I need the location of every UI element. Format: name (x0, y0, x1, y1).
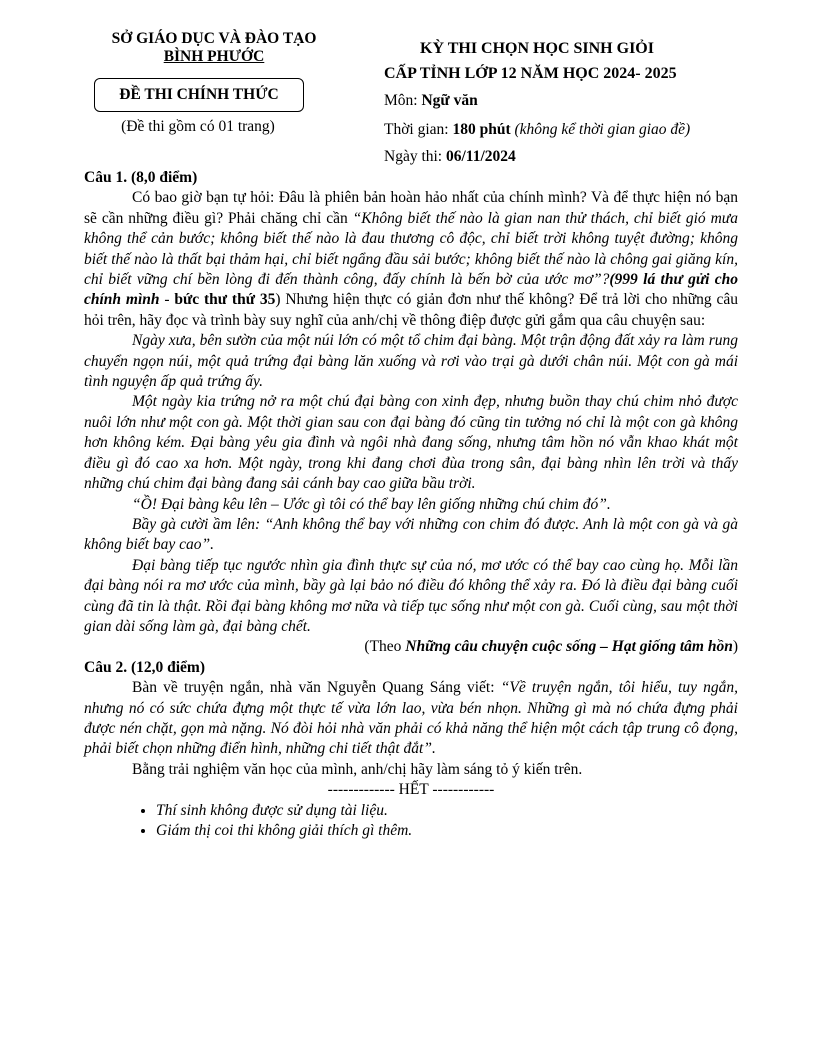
story-paragraph (84, 331, 738, 392)
time-note: (không kể thời gian giao đề) (510, 121, 691, 138)
subject-label: Môn: (384, 92, 422, 109)
page-count-note: (Đề thi gồm có 01 trang) (121, 118, 275, 135)
time-line (384, 121, 690, 139)
book-reference: (999 lá thư gửi cho chính mình (84, 271, 738, 309)
story-text: Đại bàng tiếp tục ngước nhìn gia đình thực sự của nó, mơ ước có thể bay cao cùng họ. Mỗi lần đại bàng nói ra mơ ước của mình, bầy gà lại bảo nó điều đó không thể xảy ra. Đó là điều đại bàng cuối cùng đã tin là thật. Rồi đại bàng không mơ nữa và tiếp tục sống như một con gà. Cuối cùng, sau một thời gian dài sống làm gà, đại bàng chết. (84, 556, 738, 635)
prompt-intro: Bàn về truyện ngắn, nhà văn Nguyễn Quang Sáng viết: (132, 679, 501, 697)
question-2-task: Bằng trải nghiệm văn học của mình, anh/chị hãy làm sáng tỏ ý kiến trên. (132, 760, 583, 778)
intro-continuation: Nhưng hiện thực có giản đơn như thế không? Để trả lời cho những câu hỏi trên, hãy đọc và trình bày suy nghĩ của anh/chị về thông điệp được gửi gắm qua câu chuyện sau: (84, 291, 738, 329)
story-text: Ngày xưa, bên sườn của một núi lớn có một tổ chim đại bàng. Một trận động đất xảy ra làm rung chuyển ngọn núi, một quả trứng đại bàng lăn xuống và rơi vào trại gà dưới chân núi. Một con gà mái tình nguyện ấp quả trứng ấy. (84, 332, 738, 391)
time-value: 180 phút (452, 121, 511, 138)
subject-line (384, 92, 478, 110)
department-name: SỞ GIÁO DỤC VÀ ĐÀO TẠO (111, 30, 317, 47)
exam-subtitle: CẤP TỈNH LỚP 12 NĂM HỌC 2024- 2025 (384, 65, 677, 82)
date-label: Ngày thi: (384, 148, 446, 165)
question-1-intro (84, 188, 738, 331)
exam-notes (84, 801, 738, 842)
story-paragraph (84, 515, 738, 556)
source-title: Những câu chuyện cuộc sống – Hạt giống tâm hồn (405, 638, 733, 656)
ref-dash: - (159, 291, 175, 309)
department-header (84, 30, 344, 66)
story-paragraph (84, 392, 738, 494)
source-suffix: ) (732, 638, 738, 656)
story-text: Một ngày kia trứng nở ra một chú đại bàng con xinh đẹp, nhưng buồn thay chú chim nhỏ được nuôi lớn như một con gà. Một thời gian sau con đại bàng đó cũng tin tưởng nó chỉ là một con gà không hơn không kém. Đại bàng yêu gia đình và ngôi nhà đang sống, nhưng tâm hồn nó vẫn khao khát một điều gì đó cao xa hơn. Một ngày, trong khi đang chơi đùa trong sân, đại bàng nhìn lên trời và thấy những chú chim đại bàng đang sải cánh bay cao giữa bầu trời. (84, 393, 738, 493)
story-paragraph (84, 495, 738, 515)
question-2-title: Câu 2. (12,0 điểm) (84, 658, 205, 676)
intro-quote: “Không biết thế nào là gian nan thử thách, chỉ biết gió mưa không thể cản bước; không biết thế nào là đau thương cô độc, chỉ biết trời không tuyệt đường; không biết thế nào là thất bại thảm hại, chỉ biết ngẩng đầu sải bước; không biết thế nào là chông gai giăng kín, chỉ biết vững chí bền lòng đi đến thành công, đấy chính là bến bờ của ước mơ”? (84, 209, 738, 289)
question-1-title: Câu 1. (8,0 điểm) (84, 169, 198, 186)
exam-title: KỲ THI CHỌN HỌC SINH GIỎI (420, 40, 654, 57)
question-2-prompt (84, 678, 738, 760)
story-text: “Ồ! Đại bàng kêu lên – Ước gì tôi có thể bay lên giống những chú chim đó”. (132, 495, 611, 513)
intro-text: Có bao giờ bạn tự hỏi: Đâu là phiên bản hoàn hảo nhất của chính mình? Và để thực hiện nó bạn sẽ cần những điều gì? Phải chăng chỉ cần (84, 189, 738, 227)
prompt-quote: “Về truyện ngắn, tôi hiểu, tuy ngắn, nhưng nó có sức chứa đựng một thực tế vừa lớn lao, vừa bén nhọn. Những gì mà nó chứa đựng phải được nén chặt, gọn mà nặng. Nó đòi hỏi nhà văn phải có khả năng thể hiện một cách tập trung cô đọng, phải biết chọn những điển hình, những chi tiết thật đắt”. (84, 679, 738, 758)
source-prefix: (Theo (364, 638, 406, 656)
story-text: Bầy gà cười ầm lên: “Anh không thể bay với những con chim đó được. Anh là một con gà và gà không biết bay cao”. (84, 515, 738, 554)
note-item: • Thí sinh không được sử dụng tài liệu. (156, 801, 738, 821)
letter-reference: bức thư thứ 35 (174, 291, 276, 309)
time-label: Thời gian: (384, 121, 453, 138)
end-mark: ------------- HẾT ------------ (327, 781, 495, 799)
exam-body (84, 168, 738, 841)
date-line (384, 148, 516, 166)
note-item: • Giám thị coi thi không giải thích gì thêm. (156, 821, 738, 841)
ref-close: ) (275, 291, 281, 309)
province-name: BÌNH PHƯỚC (163, 48, 265, 65)
official-exam-box: ĐỀ THI CHÍNH THỨC (94, 78, 304, 112)
story-paragraph (84, 556, 738, 638)
story-source (84, 637, 738, 657)
exam-header (384, 36, 744, 86)
date-value: 06/11/2024 (446, 148, 516, 165)
subject-value: Ngữ văn (421, 92, 478, 109)
